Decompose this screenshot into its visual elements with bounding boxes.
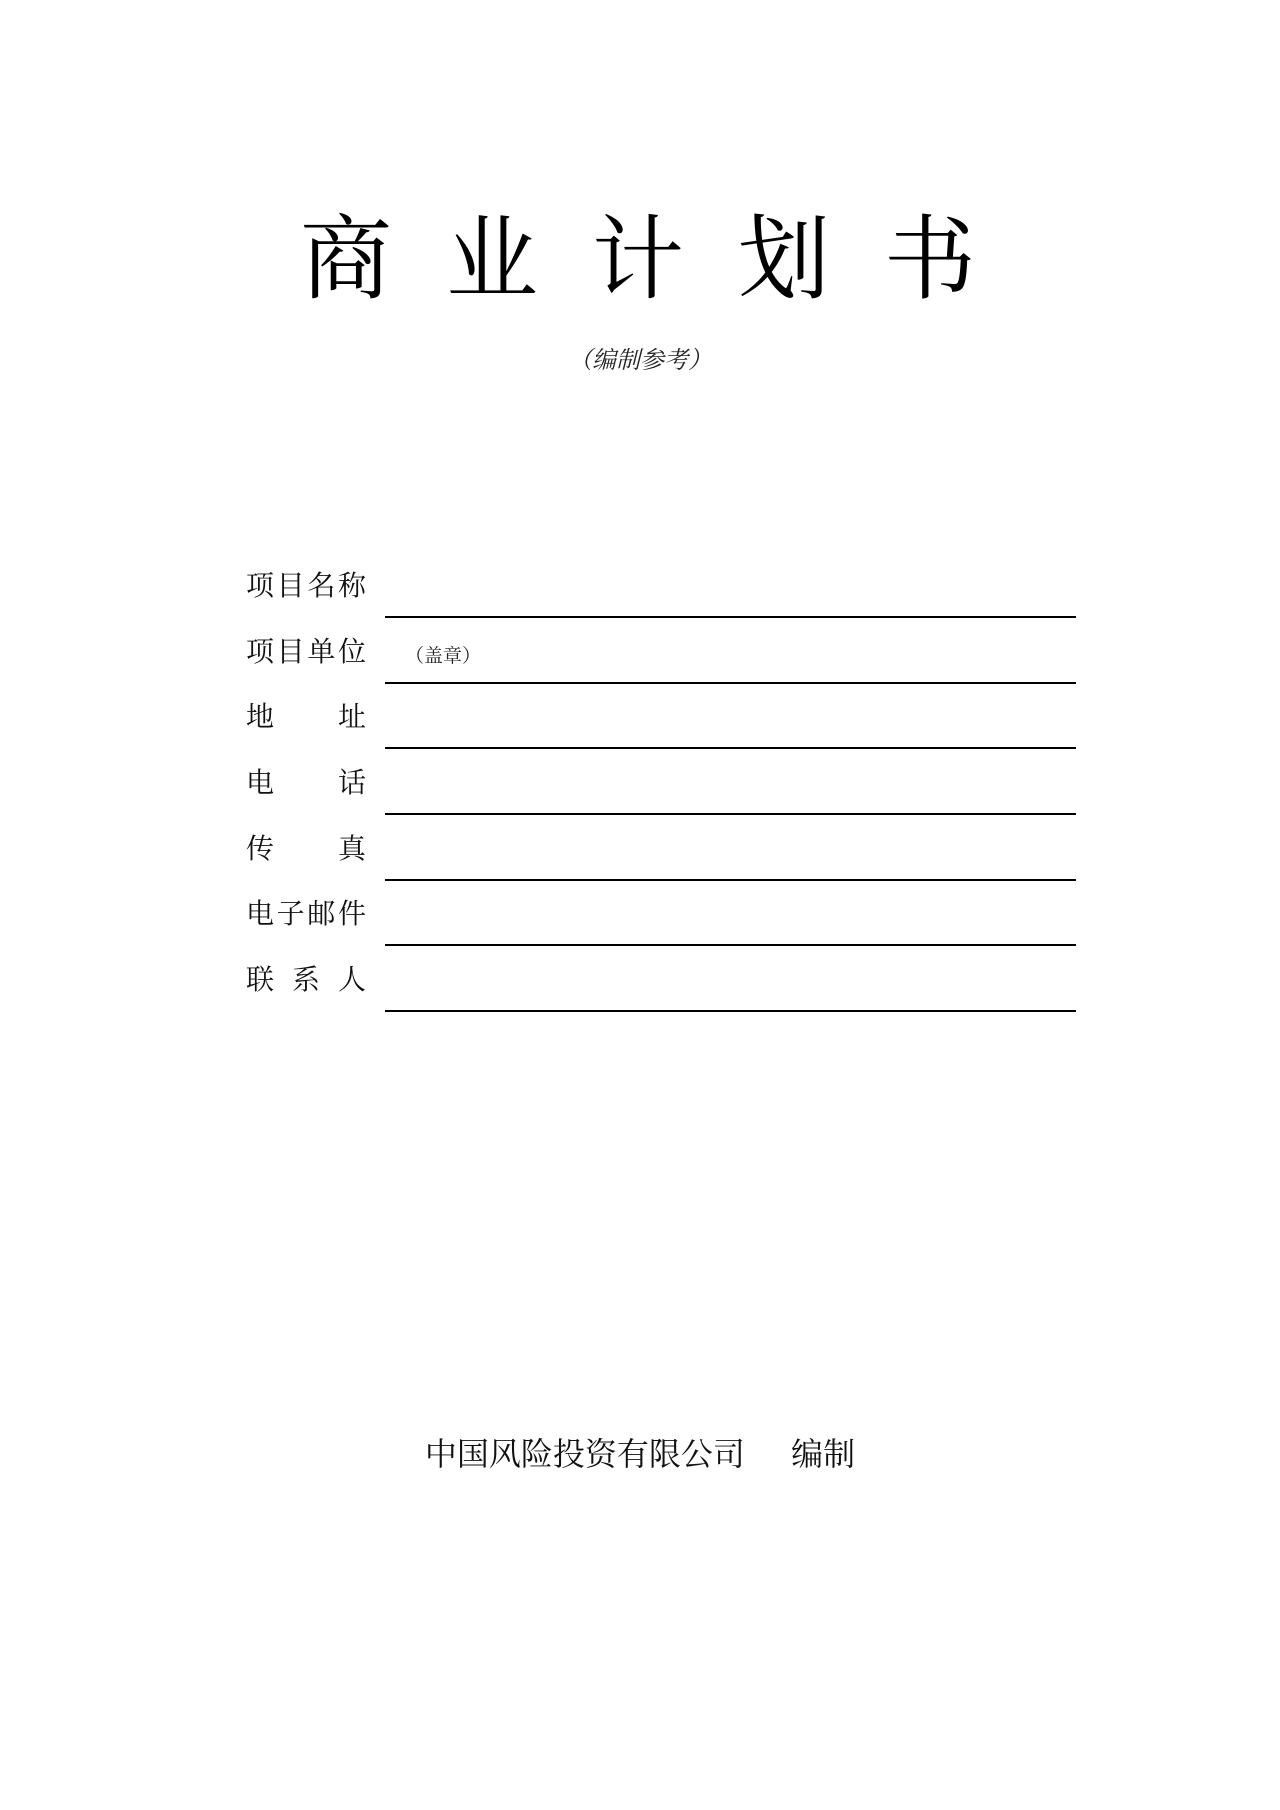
form-label (246, 898, 366, 930)
label-char: 联 (246, 963, 275, 996)
organization-name: 中国风险投资有限公司 (424, 1435, 745, 1473)
label-char: 人 (337, 963, 366, 996)
label-char: 单 (307, 635, 336, 668)
label-char: 目 (276, 635, 305, 668)
label-char: 系 (291, 963, 320, 996)
project-unit-field[interactable] (385, 642, 1076, 684)
form-row-phone (246, 749, 1076, 815)
label-char: 地 (246, 700, 275, 733)
label-char: 电 (246, 897, 275, 930)
title-char: 划 (738, 206, 831, 313)
label-char: 名 (307, 569, 336, 602)
label-char: 真 (337, 832, 366, 865)
form-row-project-name (246, 552, 1076, 618)
title-char: 书 (884, 206, 977, 313)
label-char: 传 (246, 832, 275, 865)
document-footer (0, 1433, 1280, 1475)
form-label (246, 833, 366, 865)
form-row-project-unit (246, 618, 1076, 684)
form-label (246, 767, 366, 799)
seal-hint: （盖章） (405, 645, 482, 667)
form-label (246, 636, 366, 668)
subtitle-text: （编制参考） (568, 346, 712, 374)
label-char: 项 (246, 635, 275, 668)
label-char: 电 (246, 766, 275, 799)
contact-person-field[interactable] (385, 970, 1076, 1012)
label-char: 位 (337, 635, 366, 668)
address-field[interactable] (385, 707, 1076, 749)
form-row-contact (246, 946, 1076, 1012)
title-char: 计 (592, 206, 685, 313)
form-row-address (246, 683, 1076, 749)
fax-field[interactable] (385, 839, 1076, 881)
label-char: 称 (337, 569, 366, 602)
label-char: 址 (337, 700, 366, 733)
title-char: 商 (300, 206, 393, 313)
form-label (246, 964, 366, 996)
form-row-fax (246, 815, 1076, 881)
label-char: 子 (276, 897, 305, 930)
form-row-email (246, 880, 1076, 946)
compiled-label: 编制 (791, 1435, 856, 1473)
phone-field[interactable] (385, 773, 1076, 815)
label-char: 话 (337, 766, 366, 799)
label-char: 邮 (307, 897, 336, 930)
title-char: 业 (446, 206, 539, 313)
label-char: 件 (337, 897, 366, 930)
project-name-field[interactable] (385, 576, 1076, 618)
email-field[interactable] (385, 904, 1076, 946)
form-label (246, 570, 366, 602)
label-char: 目 (276, 569, 305, 602)
label-char: 项 (246, 569, 275, 602)
form-label (246, 701, 366, 733)
